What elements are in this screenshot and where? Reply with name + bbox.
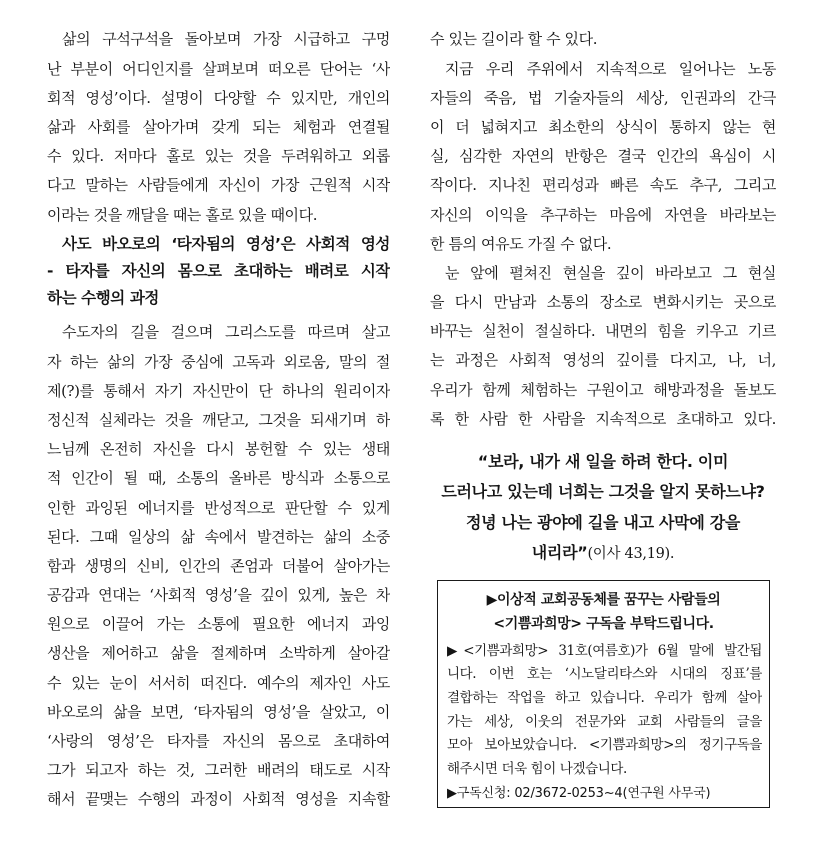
scripture-quote (423, 447, 783, 568)
text-line: 생산을 제어하고 삶을 절제하며 소박하게 살아갈 (47, 644, 390, 663)
quote-line: “보라, 내가 새 일을 하려 한다. 이미 (477, 452, 729, 471)
quote-line-end: 내리라” (531, 542, 588, 562)
section-heading (47, 231, 390, 312)
heading-line: - 타자를 자신의 몸으로 초대하는 배려로 시작 (47, 262, 390, 280)
subscription-box-header (438, 588, 769, 636)
text-line: 수 있는 길이라 할 수 있다. (430, 30, 598, 49)
text-line: 우리가 함께 체험하는 구원이고 해방과정을 돌보도 (430, 380, 776, 399)
text-line: 자들의 죽음, 법 기술자들의 세상, 인권과의 간극 (430, 88, 776, 107)
text-line: 느님께 온전히 자신을 다시 봉헌할 수 있는 생태 (47, 440, 390, 459)
box-text-line: 해주시면 더욱 힘이 나겠습니다. (447, 760, 627, 777)
text-line: 지금 우리 주위에서 지속적으로 일어나는 노동 (445, 59, 776, 78)
text-line: 눈 앞에 펼쳐진 현실을 깊이 바라보고 그 현실 (445, 263, 776, 282)
text-line: 공감과 연대는 ‘사회적 영성’을 깊이 있게, 높은 차 (47, 586, 390, 605)
paragraph-current-reality (430, 55, 776, 259)
subscription-box-body (447, 640, 762, 782)
box-text-line: 가는 세상, 이웃의 전문가와 교회 사람들의 글을 (447, 713, 762, 730)
box-text-line: 모아 보아보았습니다. <기쁨과희망>의 정기구독을 (447, 737, 762, 754)
subscription-contact (447, 783, 762, 805)
box-header-line: ▶이상적 교회공동체를 꿈꾸는 사람들의 (486, 591, 721, 608)
box-text-line: 니다. 이번 호는 ‘시노달리타스와 시대의 징표’를 (447, 666, 762, 683)
heading-line: 하는 수행의 과정 (47, 289, 160, 307)
text-line: 다고 말하는 사람들에게 자신이 가장 근원적 시작 (47, 176, 390, 195)
paragraph-practice (430, 259, 776, 434)
quote-line: 정녕 나는 광야에 길을 내고 사막에 강을 (465, 512, 741, 532)
text-line: 난 부분이 어디인지를 살펴보며 떠오른 단어는 ‘사 (47, 59, 390, 78)
text-line: 인한 과잉된 에너지를 반성적으로 판단할 수 있게 (47, 498, 390, 517)
text-line: 해서 끝맺는 수행의 과정이 사회적 영성을 지속할 (47, 790, 390, 809)
text-line: 실, 심각한 자연의 반항은 결국 인간의 욕심이 시 (430, 147, 776, 166)
text-line: 수 있는 눈이 서서히 떠진다. 예수의 제자인 사도 (47, 673, 390, 692)
text-line: 함과 생명의 신비, 인간의 존엄과 더불어 살아가는 (47, 556, 390, 575)
text-line: 록 한 사람 한 사람을 지속적으로 초대하고 있다. (430, 409, 776, 428)
quote-citation: (이사 43,19). (587, 545, 675, 562)
text-line: 정신적 실체라는 것을 깨닫고, 그것을 되새기며 하 (47, 410, 390, 429)
continued-paragraph (430, 25, 776, 54)
text-line: 바오로의 삶을 보면, ‘타자됨의 영성’을 살았고, 이 (47, 702, 390, 721)
contact-line: ▶구독신청: 02/3672-0253~4(연구원 사무국) (447, 785, 711, 801)
text-line: ‘사랑의 영성’은 타자를 자신의 몸으로 초대하여 (47, 732, 390, 751)
box-header-line: <기쁨과희망> 구독을 부탁드립니다. (493, 615, 714, 632)
text-line: 자신의 이익을 추구하는 마음에 자연을 바라보는 (430, 205, 776, 224)
quote-last-line (423, 538, 783, 568)
heading-line: 사도 바오로의 ‘타자됨의 영성’은 사회적 영성 (62, 235, 390, 253)
text-line: 수도자의 길을 걸으며 그리스도를 따르며 살고 (62, 323, 390, 342)
text-line: 작이다. 지나친 편리성과 빠른 속도 추구, 그리고 (430, 176, 776, 195)
text-line: 수 있다. 저마다 홀로 있는 것을 두려워하고 외롭 (47, 147, 390, 166)
box-text-line: ▶<기쁨과희망> 31호(여름호)가 6월 말에 발간됩 (447, 642, 762, 659)
text-line: 회적 영성’이다. 설명이 다양할 수 있지만, 개인의 (47, 88, 390, 107)
text-line: 삶과 사회를 살아가며 갖게 되는 체험과 연결될 (47, 117, 390, 136)
text-line: 이 더 넓혀지고 최소한의 상식이 통하지 않는 현 (430, 117, 776, 136)
text-line: 이라는 것을 깨달을 때는 홀로 있을 때이다. (47, 205, 318, 224)
intro-paragraph (47, 25, 390, 229)
quote-line: 드러나고 있는데 너희는 그것을 알지 못하느냐? (441, 482, 765, 502)
text-line: 원으로 이끌어 가는 소통에 필요한 에너지 과잉 (47, 615, 390, 634)
text-line: 을 다시 만남과 소통의 장소로 변화시키는 곳으로 (430, 293, 776, 312)
box-text-line: 결합하는 작업을 하고 있습니다. 우리가 함께 살아 (447, 689, 762, 706)
text-line: 는 과정은 사회적 영성의 깊이를 다지고, 나, 너, (430, 351, 776, 370)
subscription-box (437, 580, 770, 808)
body-paragraph (47, 318, 390, 814)
text-line: 그가 되고자 하는 것, 그러한 배려의 태도로 시작 (47, 761, 390, 780)
right-column-text (430, 25, 776, 434)
text-line: 자 하는 삶의 가장 중심에 고독과 외로움, 말의 절 (47, 352, 390, 371)
text-line: 삶의 구석구석을 돌아보며 가장 시급하고 구멍 (62, 30, 390, 49)
text-line: 제(?)를 통해서 자기 자신만이 단 하나의 원리이자 (47, 381, 390, 400)
text-line: 적 인간이 될 때, 소통의 올바른 방식과 소통으로 (47, 469, 390, 488)
text-line: 된다. 그때 일상의 삶 속에서 발견하는 삶의 소중 (47, 527, 390, 546)
text-line: 한 틈의 여유도 가질 수 없다. (430, 234, 612, 253)
text-line: 바꾸는 실천이 절실하다. 내면의 힘을 키우고 기르 (430, 322, 776, 341)
